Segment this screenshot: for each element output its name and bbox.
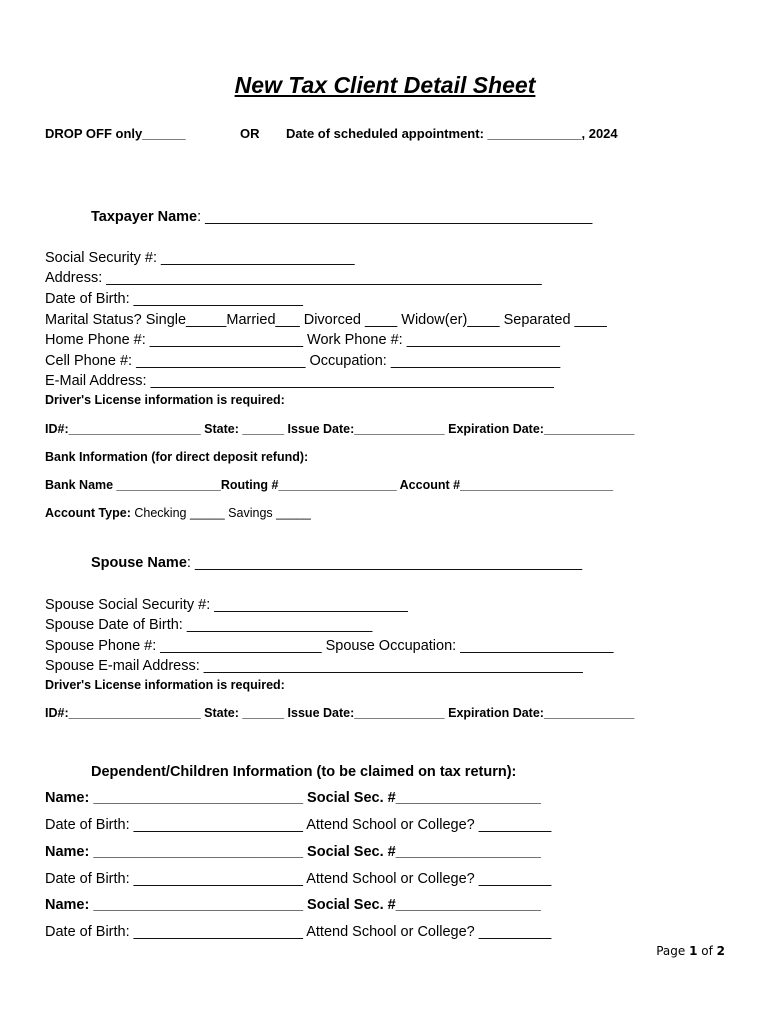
account-type-options[interactable]: Checking _____ Savings _____ — [130, 506, 311, 520]
spouse-name-label: Spouse Name — [91, 555, 187, 571]
dependent-name-field[interactable]: Name: __________________________ Social Sec. #__________________ — [45, 844, 541, 860]
taxpayer-name-row[interactable] — [91, 210, 592, 225]
license-fields[interactable]: ID#:___________________ State: ______ Issue Date:_____________ Expiration Date:_____________ — [45, 422, 635, 436]
appointment-date-field[interactable]: Date of scheduled appointment: _____________, 2024 — [286, 126, 618, 141]
spouse-ssn-field[interactable]: Spouse Social Security #: ________________________ — [45, 597, 408, 613]
drop-off-field[interactable]: DROP OFF only______ — [45, 126, 186, 141]
dependent-name-field[interactable]: Name: __________________________ Social Sec. #__________________ — [45, 790, 541, 806]
dependent-name-field[interactable]: Name: __________________________ Social Sec. #__________________ — [45, 897, 541, 913]
bank-fields[interactable]: Bank Name _______________Routing #_________________ Account #______________________ — [45, 478, 614, 492]
spouse-name-field[interactable]: : ________________________________________________ — [186, 555, 583, 571]
spouse-license-fields[interactable]: ID#:___________________ State: ______ Issue Date:_____________ Expiration Date:_____________ — [45, 706, 635, 720]
cell-occupation-fields[interactable]: Cell Phone #: _____________________ Occupation: _____________________ — [45, 353, 561, 369]
page-current: 1 — [689, 944, 698, 958]
address-field[interactable]: Address: ______________________________________________________ — [45, 270, 542, 286]
license-note: Driver's License information is required: — [45, 393, 285, 407]
taxpayer-name-label: Taxpayer Name — [91, 209, 198, 225]
page-of-word: of — [697, 944, 717, 958]
dependents-heading: Dependent/Children Information (to be claimed on tax return): — [91, 764, 517, 780]
or-label: OR — [240, 126, 260, 141]
account-type-row[interactable] — [45, 507, 311, 520]
page-title: New Tax Client Detail Sheet — [234, 72, 536, 98]
dob-field[interactable]: Date of Birth: _____________________ — [45, 291, 303, 307]
page-number — [656, 944, 725, 958]
email-field[interactable]: E-Mail Address: __________________________________________________ — [45, 373, 554, 389]
spouse-dob-field[interactable]: Spouse Date of Birth: _______________________ — [45, 617, 373, 633]
dependent-detail-field[interactable]: Date of Birth: _____________________ Attend School or College? _________ — [45, 924, 552, 940]
page-word: Page — [656, 944, 690, 958]
dependent-detail-field[interactable]: Date of Birth: _____________________ Attend School or College? _________ — [45, 817, 552, 833]
taxpayer-name-field[interactable]: : ________________________________________________ — [197, 209, 593, 225]
dependent-detail-field[interactable]: Date of Birth: _____________________ Attend School or College? _________ — [45, 871, 552, 887]
spouse-name-row[interactable] — [91, 556, 582, 571]
page-total: 2 — [716, 944, 725, 958]
spouse-phone-field[interactable]: Spouse Phone #: ____________________ Spouse Occupation: ___________________ — [45, 638, 614, 654]
account-type-label: Account Type: — [45, 506, 131, 520]
spouse-email-field[interactable]: Spouse E-mail Address: _______________________________________________ — [45, 658, 583, 674]
bank-heading: Bank Information (for direct deposit refund): — [45, 450, 309, 464]
phone-fields[interactable]: Home Phone #: ___________________ Work Phone #: ___________________ — [45, 332, 560, 348]
ssn-field[interactable]: Social Security #: ________________________ — [45, 250, 355, 266]
spouse-license-note: Driver's License information is required: — [45, 678, 285, 692]
marital-status-field[interactable]: Marital Status? Single_____Married___ Divorced ____ Widow(er)____ Separated ____ — [45, 312, 607, 328]
